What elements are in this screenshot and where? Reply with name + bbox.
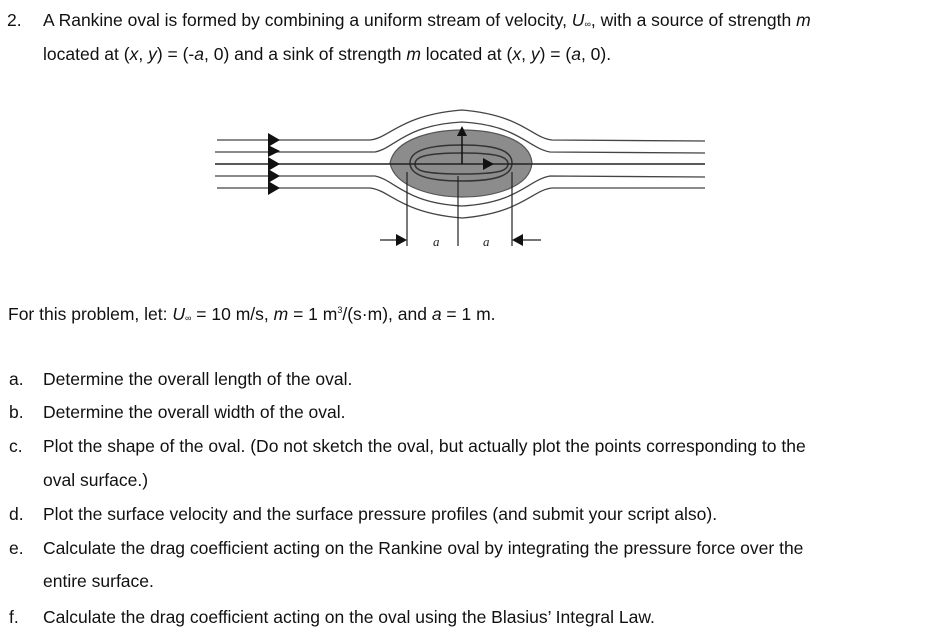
flow-arrow-icons (268, 133, 280, 195)
dimension-arrow-left-icon (396, 234, 407, 246)
part-label-e: e. (9, 538, 24, 558)
rankine-oval-figure (200, 100, 730, 260)
problem-number: 2. (7, 10, 22, 30)
text: located at ( (43, 44, 130, 64)
part-text-b: Determine the overall width of the oval. (43, 402, 346, 422)
text: , with a source of strength (590, 10, 797, 30)
text: A Rankine oval is formed by combining a uniform stream of velocity, (43, 10, 572, 30)
part-label-b: b. (9, 402, 24, 422)
part-label-f: f. (9, 607, 19, 627)
text: = 10 m/s, (191, 304, 274, 324)
text: /(s·m), and (342, 304, 432, 324)
label-a-right: a (483, 234, 490, 249)
symbol-infinity: ∞ (584, 19, 591, 29)
symbol-x: x (512, 44, 522, 64)
text: ) = (- (156, 44, 195, 64)
part-text-d: Plot the surface velocity and the surface pressure profiles (and submit your script also). (43, 504, 718, 524)
symbol-m: m (796, 10, 811, 30)
text: , (138, 44, 149, 64)
part-text-f: Calculate the drag coefficient acting on the oval using the Blasius’ Integral Law. (43, 607, 655, 627)
text: , 0). (580, 44, 612, 64)
symbol-m: m (406, 44, 421, 64)
text: = 1 m (288, 304, 338, 324)
symbol-y: y (148, 44, 157, 64)
label-a-left: a (433, 234, 440, 249)
given-values (8, 304, 496, 325)
part-text-c-line1: Plot the shape of the oval. (Do not sketch the oval, but actually plot the points corresponding to the (43, 436, 806, 456)
problem-intro-line1 (43, 10, 811, 31)
text: , 0) and a sink of strength (203, 44, 407, 64)
dimension-arrow-right-icon (512, 234, 523, 246)
part-text-e-line1: Calculate the drag coefficient acting on the Rankine oval by integrating the pressure force over the (43, 538, 804, 558)
part-text-c-line2: oval surface.) (43, 470, 149, 490)
symbol-a: a (194, 44, 204, 64)
symbol-a: a (571, 44, 581, 64)
text: ) = ( (539, 44, 572, 64)
rankine-oval-diagram (200, 100, 730, 260)
text: = 1 m. (441, 304, 496, 324)
part-label-a: a. (9, 369, 24, 389)
text: , (521, 44, 531, 64)
symbol-u: U (571, 10, 585, 30)
symbol-x: x (129, 44, 139, 64)
symbol-a: a (431, 304, 442, 324)
part-text-a: Determine the overall length of the oval. (43, 369, 353, 389)
superscript: 3 (337, 305, 343, 315)
part-text-e-line2: entire surface. (43, 571, 154, 591)
symbol-u: U (172, 304, 186, 324)
part-label-c: c. (9, 436, 23, 456)
symbol-m: m (273, 304, 289, 324)
symbol-y: y (530, 44, 540, 64)
symbol-infinity: ∞ (185, 313, 192, 323)
text: For this problem, let: (8, 304, 173, 324)
text: located at ( (420, 44, 513, 64)
part-label-d: d. (9, 504, 24, 524)
problem-intro-line2 (43, 44, 611, 65)
